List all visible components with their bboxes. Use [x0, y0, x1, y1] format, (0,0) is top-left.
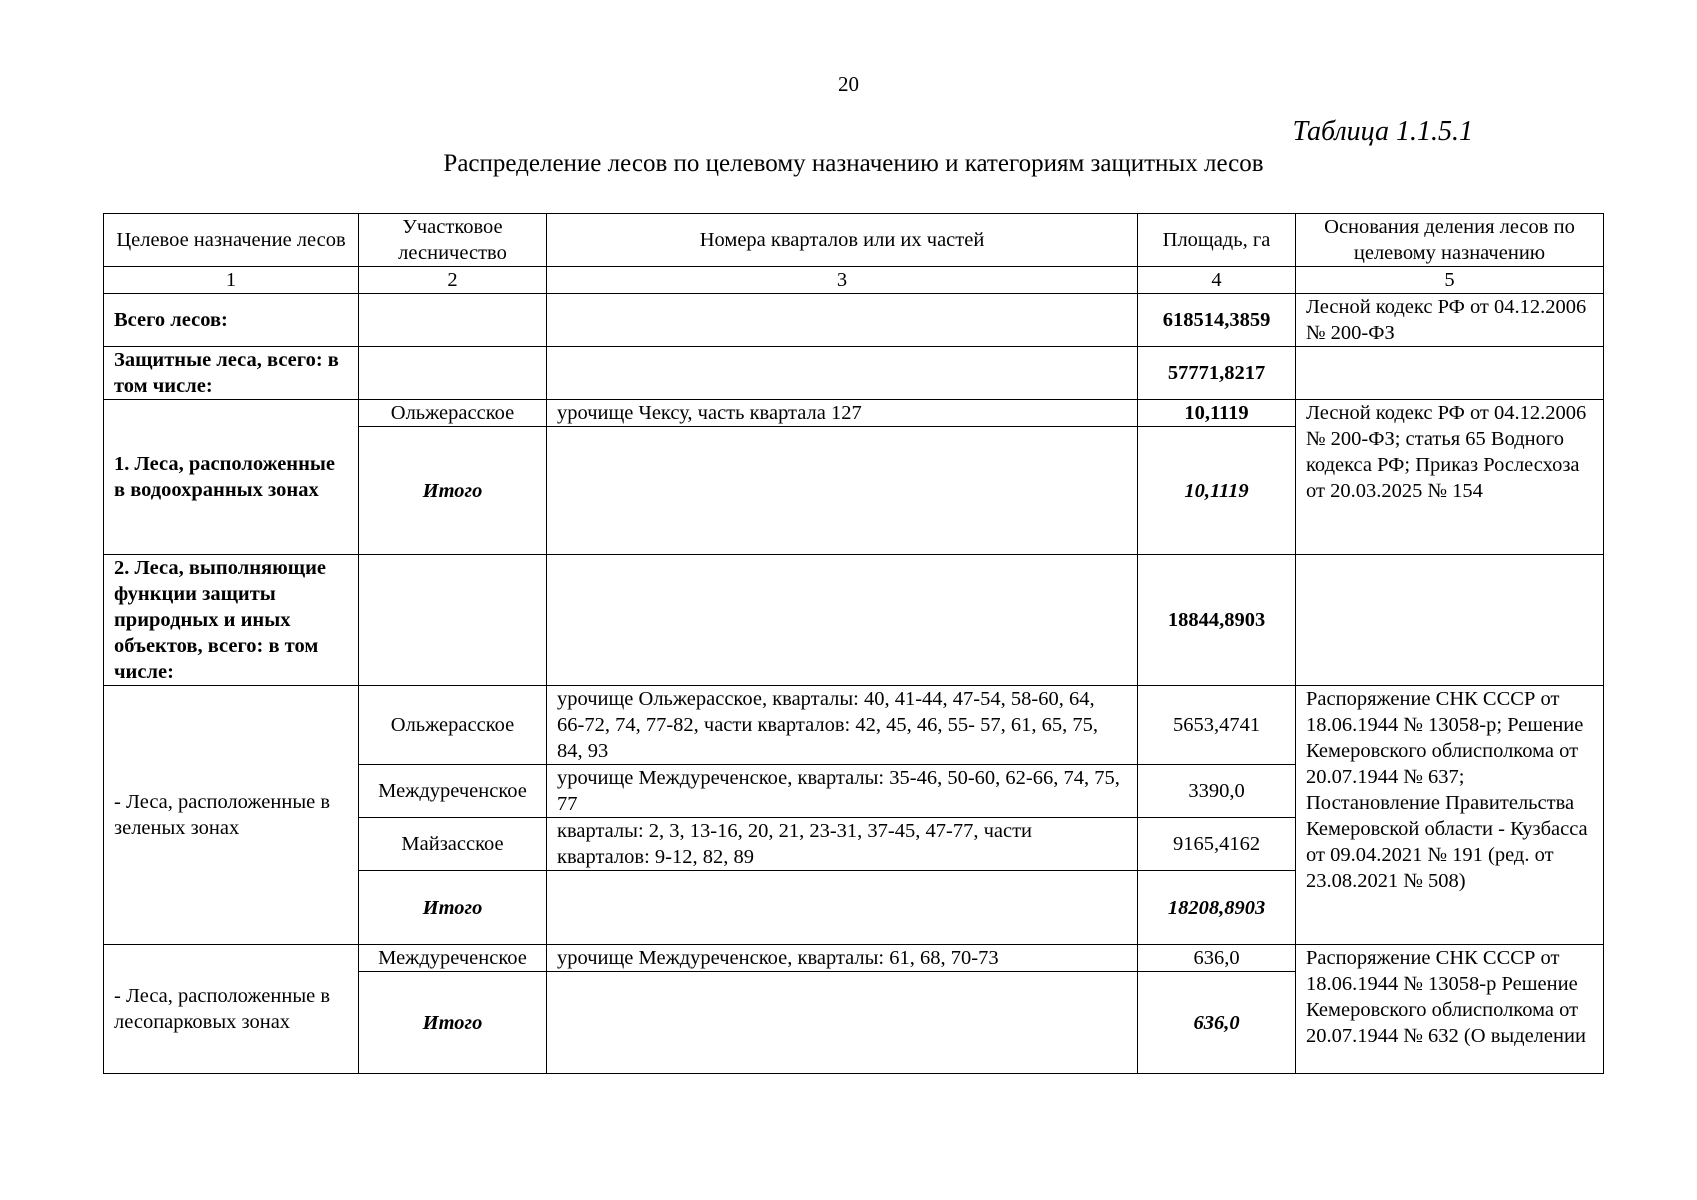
empty-cell — [547, 972, 1138, 1074]
total-forests-area: 618514,3859 — [1138, 294, 1296, 347]
water-zone-district: Ольжерасское — [359, 400, 547, 427]
header-purpose: Целевое назначение лесов — [104, 214, 359, 267]
empty-cell — [547, 427, 1138, 555]
green-zone-blocks: кварталы: 2, 3, 13-16, 20, 21, 23-31, 37-45, 47-77, части кварталов: 9-12, 82, 89 — [547, 818, 1138, 871]
header-row — [104, 214, 1604, 267]
park-zone-blocks: урочище Междуреченское, кварталы: 61, 68, 70-73 — [547, 945, 1138, 972]
column-number: 1 — [104, 267, 359, 294]
empty-cell — [547, 871, 1138, 945]
total-forests-label: Всего лесов: — [104, 294, 359, 347]
green-zone-row — [104, 686, 1604, 765]
green-zone-area: 5653,4741 — [1138, 686, 1296, 765]
empty-cell — [359, 555, 547, 686]
water-zone-row — [104, 400, 1604, 427]
park-zone-area: 636,0 — [1138, 945, 1296, 972]
green-zone-district: Ольжерасское — [359, 686, 547, 765]
column-number: 5 — [1296, 267, 1604, 294]
page-number: 20 — [838, 72, 859, 96]
column-number: 2 — [359, 267, 547, 294]
nature-protection-area: 18844,8903 — [1138, 555, 1296, 686]
empty-cell — [359, 347, 547, 400]
table-label: Таблица 1.1.5.1 — [1292, 116, 1473, 147]
total-forests-row — [104, 294, 1604, 347]
green-zone-blocks: урочище Ольжерасское, кварталы: 40, 41-44, 47-54, 58-60, 64, 66-72, 74, 77-82, части кварталов: 42, 45, 46, 55- 57, 61, 65, 75, 84, 93 — [547, 686, 1138, 765]
green-zone-label: - Леса, расположенные в зеленых зонах — [104, 686, 359, 945]
total-forests-basis: Лесной кодекс РФ от 04.12.2006 № 200-ФЗ — [1296, 294, 1604, 347]
green-zone-area: 9165,4162 — [1138, 818, 1296, 871]
park-zone-district: Междуреченское — [359, 945, 547, 972]
empty-cell — [1296, 347, 1604, 400]
water-zone-label: 1. Леса, расположенные в водоохранных зонах — [104, 400, 359, 555]
water-zone-total-area: 10,1119 — [1138, 427, 1296, 555]
water-zone-total-label: Итого — [359, 427, 547, 555]
forest-distribution-table — [103, 213, 1604, 1074]
empty-cell — [547, 555, 1138, 686]
park-zone-label: - Леса, расположенные в лесопарковых зонах — [104, 945, 359, 1074]
green-zone-total-area: 18208,8903 — [1138, 871, 1296, 945]
park-zone-row — [104, 945, 1604, 972]
park-zone-basis: Распоряжение СНК СССР от 18.06.1944 № 13058-р Решение Кемеровского облисполкома от 20.07.1944 № 632 (О выделении — [1296, 945, 1604, 1074]
water-zone-blocks: урочище Чексу, часть квартала 127 — [547, 400, 1138, 427]
water-zone-area: 10,1119 — [1138, 400, 1296, 427]
green-zone-district: Междуреченское — [359, 765, 547, 818]
green-zone-blocks: урочище Междуреченское, кварталы: 35-46, 50-60, 62-66, 74, 75, 77 — [547, 765, 1138, 818]
green-zone-total-label: Итого — [359, 871, 547, 945]
protective-forests-label: Защитные леса, всего: в том числе: — [104, 347, 359, 400]
empty-cell — [547, 347, 1138, 400]
table-title: Распределение лесов по целевому назначению и категориям защитных лесов — [443, 150, 1264, 177]
empty-cell — [359, 294, 547, 347]
header-district: Участковое лесничество — [359, 214, 547, 267]
header-basis: Основания деления лесов по целевому назначению — [1296, 214, 1604, 267]
nature-protection-row — [104, 555, 1604, 686]
water-zone-basis: Лесной кодекс РФ от 04.12.2006 № 200-ФЗ; статья 65 Водного кодекса РФ; Приказ Рослесхоза от 20.03.2025 № 154 — [1296, 400, 1604, 555]
green-zone-basis: Распоряжение СНК СССР от 18.06.1944 № 13058-р; Решение Кемеровского облисполкома от 20.07.1944 № 637; Постановление Правительства Кемеровской области - Кузбасса от 09.04.2021 № 191 (ред. от 23.08.2021 № 508) — [1296, 686, 1604, 945]
protective-forests-row — [104, 347, 1604, 400]
empty-cell — [1296, 555, 1604, 686]
empty-cell — [547, 294, 1138, 347]
header-area: Площадь, га — [1138, 214, 1296, 267]
park-zone-total-area: 636,0 — [1138, 972, 1296, 1074]
park-zone-total-label: Итого — [359, 972, 547, 1074]
column-number: 3 — [547, 267, 1138, 294]
column-number-row — [104, 267, 1604, 294]
green-zone-area: 3390,0 — [1138, 765, 1296, 818]
green-zone-district: Майзасское — [359, 818, 547, 871]
protective-forests-area: 57771,8217 — [1138, 347, 1296, 400]
header-blocks: Номера кварталов или их частей — [547, 214, 1138, 267]
column-number: 4 — [1138, 267, 1296, 294]
nature-protection-label: 2. Леса, выполняющие функции защиты природных и иных объектов, всего: в том числе: — [104, 555, 359, 686]
